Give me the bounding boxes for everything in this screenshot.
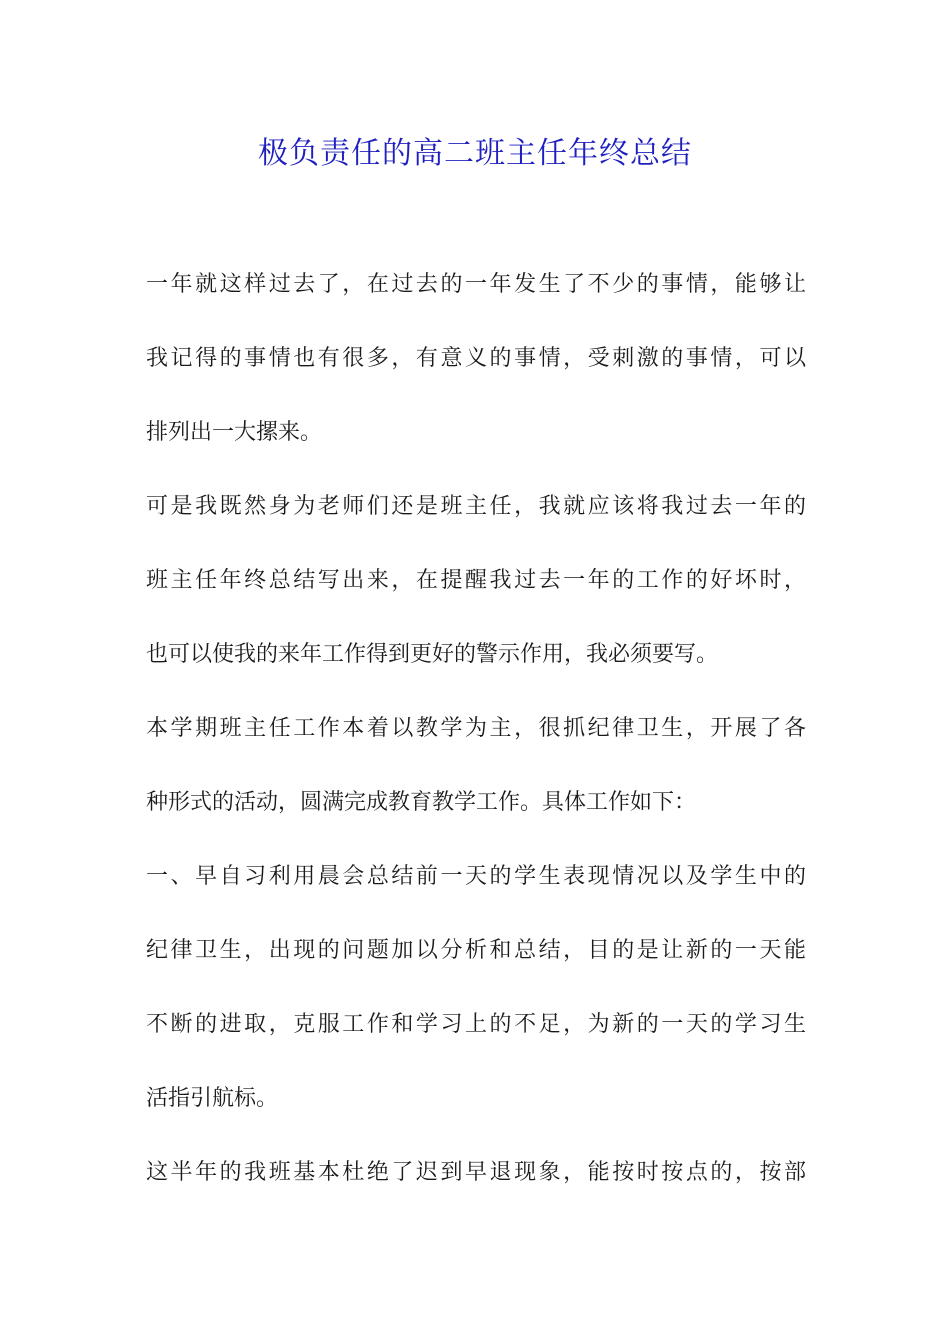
paragraph-3-line-1: 本学期班主任工作本着以教学为主，很抓纪律卫生，开展了各 [146, 716, 806, 741]
paragraph-4-line-3: 不断的进取，克服工作和学习上的不足，为新的一天的学习生 [146, 1012, 806, 1037]
paragraph-2-line-1: 可是我既然身为老师们还是班主任，我就应该将我过去一年的 [146, 494, 806, 519]
document-title: 极负责任的高二班主任年终总结 [258, 136, 692, 171]
paragraph-1-line-3: 排列出一大摞来。 [146, 420, 323, 445]
paragraph-2-line-3: 也可以使我的来年工作得到更好的警示作用，我必须要写。 [146, 642, 719, 667]
paragraph-4-line-1: 一、早自习利用晨会总结前一天的学生表现情况以及学生中的 [146, 864, 806, 889]
paragraph-4-line-4: 活指引航标。 [146, 1086, 279, 1111]
paragraph-5-line-1: 这半年的我班基本杜绝了迟到早退现象，能按时按点的，按部 [146, 1160, 806, 1185]
paragraph-1-line-2: 我记得的事情也有很多，有意义的事情，受刺激的事情，可以 [146, 346, 806, 371]
paragraph-2-line-2: 班主任年终总结写出来，在提醒我过去一年的工作的好坏时， [146, 568, 806, 593]
paragraph-1-line-1: 一年就这样过去了，在过去的一年发生了不少的事情，能够让 [146, 272, 806, 297]
paragraph-4-line-2: 纪律卫生，出现的问题加以分析和总结，目的是让新的一天能 [146, 938, 806, 963]
paragraph-3-line-2: 种形式的活动，圆满完成教育教学工作。具体工作如下： [146, 790, 697, 815]
